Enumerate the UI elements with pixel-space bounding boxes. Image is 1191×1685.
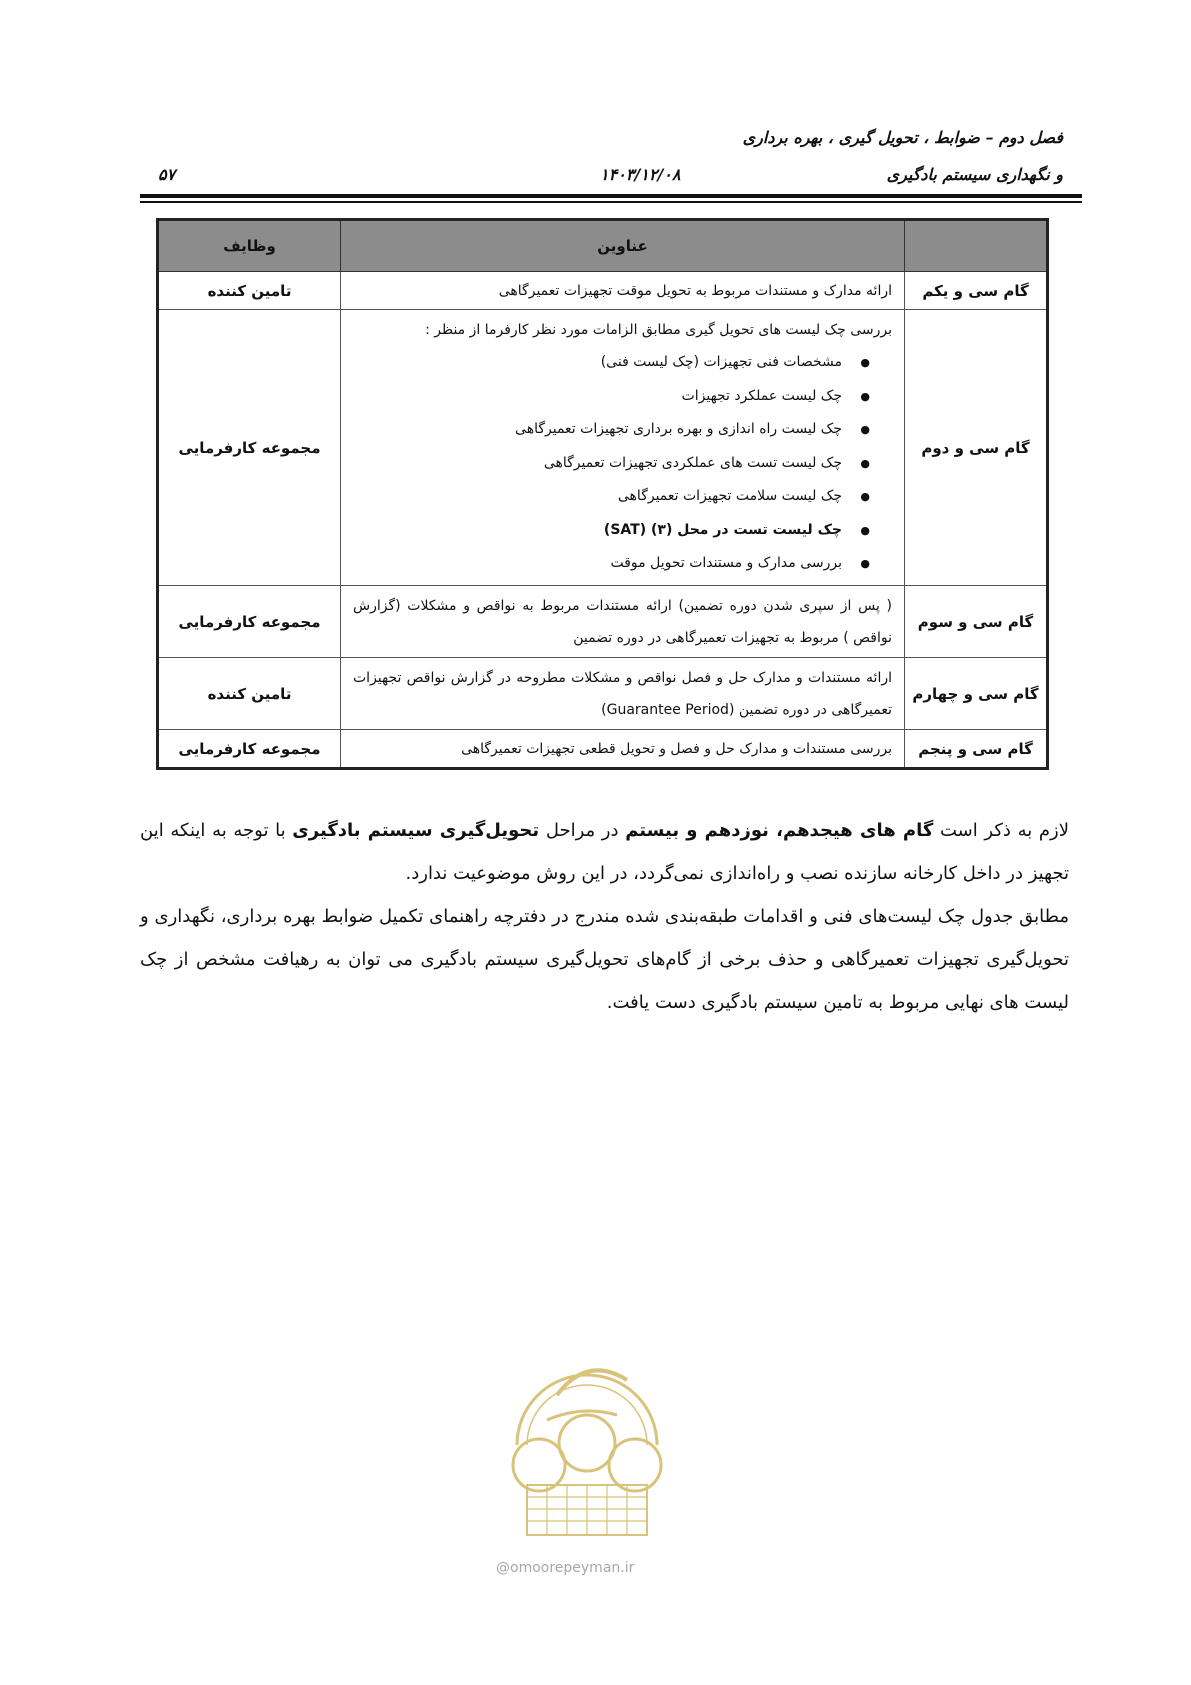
desc-cell: ارائه مدارک و مستندات مربوط به تحویل موقت تجهیزات تعمیرگاهی [340, 272, 904, 309]
paragraph-note [140, 809, 1069, 895]
paragraph-text: در مراحل [539, 820, 626, 841]
chapter-title-line1: فصل دوم – ضوابط ، تحویل گیری ، بهره برداری [742, 128, 1063, 147]
paragraph-summary: مطابق جدول چک لیست‌های فنی و اقدامات طبقه‌بندی شده مندرج در دفترچه راهنمای تکمیل ضوابط بهره برداری، نگهداری و تحویل‌گیری تجهیزات تعمیرگاهی و حذف برخی از گام‌های تحویل‌گیری سیستم بادگیری می توان به رهیافت مشخص از چک لیست های نهایی مربوط به تامین سیستم بادگیری دست یافت. [140, 906, 1069, 1013]
table-row [159, 310, 1046, 586]
header-cell-duties: وظایف [223, 237, 276, 255]
step-cell: گام سی و سوم [904, 586, 1046, 657]
header-cell-empty [904, 221, 1046, 271]
desc-cell: ارائه مستندات و مدارک حل و فصل نواقص و مشکلات مطروحه در گزارش نواقص تجهیزات تعمیرگاهی در دوره تضمین (Guarantee Period) [340, 658, 904, 729]
checklist-bullets [353, 346, 892, 581]
logo-url: @omoorepeyman.ir [496, 1560, 635, 1576]
table-header-row [159, 221, 1046, 272]
role-cell: تامین کننده [207, 281, 292, 300]
table-row [159, 658, 1046, 730]
header-cell-titles: عناوین [340, 221, 904, 271]
page-number: ۵۷ [158, 165, 176, 184]
list-item: ● بررسی مدارک و مستندات تحویل موقت [353, 547, 870, 581]
list-item: ● چک لیست عملکرد تجهیزات [353, 380, 870, 414]
desc-cell [340, 310, 904, 585]
list-item: ● چک لیست راه اندازی و بهره برداری تجهیزات تعمیرگاهی [353, 413, 870, 447]
desc-cell: بررسی مستندات و مدارک حل و فصل و تحویل قطعی تجهیزات تعمیرگاهی [340, 730, 904, 767]
role-cell: مجموعه کارفرمایی [178, 438, 321, 457]
checklist-intro: بررسی چک لیست های تحویل گیری مطابق الزامات مورد نظر کارفرما از منظر : [425, 322, 892, 338]
omoor-peyman-logo-icon [487, 1325, 687, 1555]
step-cell: گام سی و چهارم [904, 658, 1046, 729]
role-cell: مجموعه کارفرمایی [178, 739, 321, 758]
step-cell: گام سی و یکم [904, 272, 1046, 309]
list-item: ● مشخصات فنی تجهیزات (چک لیست فنی) [353, 346, 870, 380]
chapter-title-line2: و نگهداری سیستم بادگیری [886, 165, 1063, 184]
paragraph-bold: گام های هیجدهم، نوزدهم و بیستم [625, 820, 934, 841]
list-item: ● چک لیست تست در محل (۳) (SAT) [353, 514, 870, 548]
list-item: ● چک لیست تست های عملکردی تجهیزات تعمیرگاهی [353, 447, 870, 481]
role-cell: تامین کننده [207, 684, 292, 703]
table-row [159, 586, 1046, 658]
header-rule-thick [140, 194, 1082, 198]
table-row [159, 272, 1046, 310]
header-rule-thin [140, 201, 1082, 203]
paragraph-text: با توجه به اینکه این تجهیز در داخل کارخانه سازنده نصب و راه‌اندازی نمی‌گردد، در این روش موضوعیت ندارد. [140, 820, 1069, 884]
header-date: ۱۴۰۳/۱۲/۰۸ [600, 165, 681, 184]
paragraph-bold: تحویل‌گیری سیستم بادگیری [292, 820, 540, 841]
step-cell: گام سی و دوم [904, 310, 1046, 585]
table-row [159, 730, 1046, 767]
role-cell: مجموعه کارفرمایی [178, 612, 321, 631]
desc-cell: ( پس از سپری شدن دوره تضمین) ارائه مستندات مربوط به نواقص و مشکلات (گزارش نواقص ) مربوط به تجهیزات تعمیرگاهی در دوره تضمین [340, 586, 904, 657]
list-item: ● چک لیست سلامت تجهیزات تعمیرگاهی [353, 480, 870, 514]
step-cell: گام سی و پنجم [904, 730, 1046, 767]
paragraph-text: لازم به ذکر است [933, 820, 1069, 841]
steps-table [156, 218, 1049, 770]
